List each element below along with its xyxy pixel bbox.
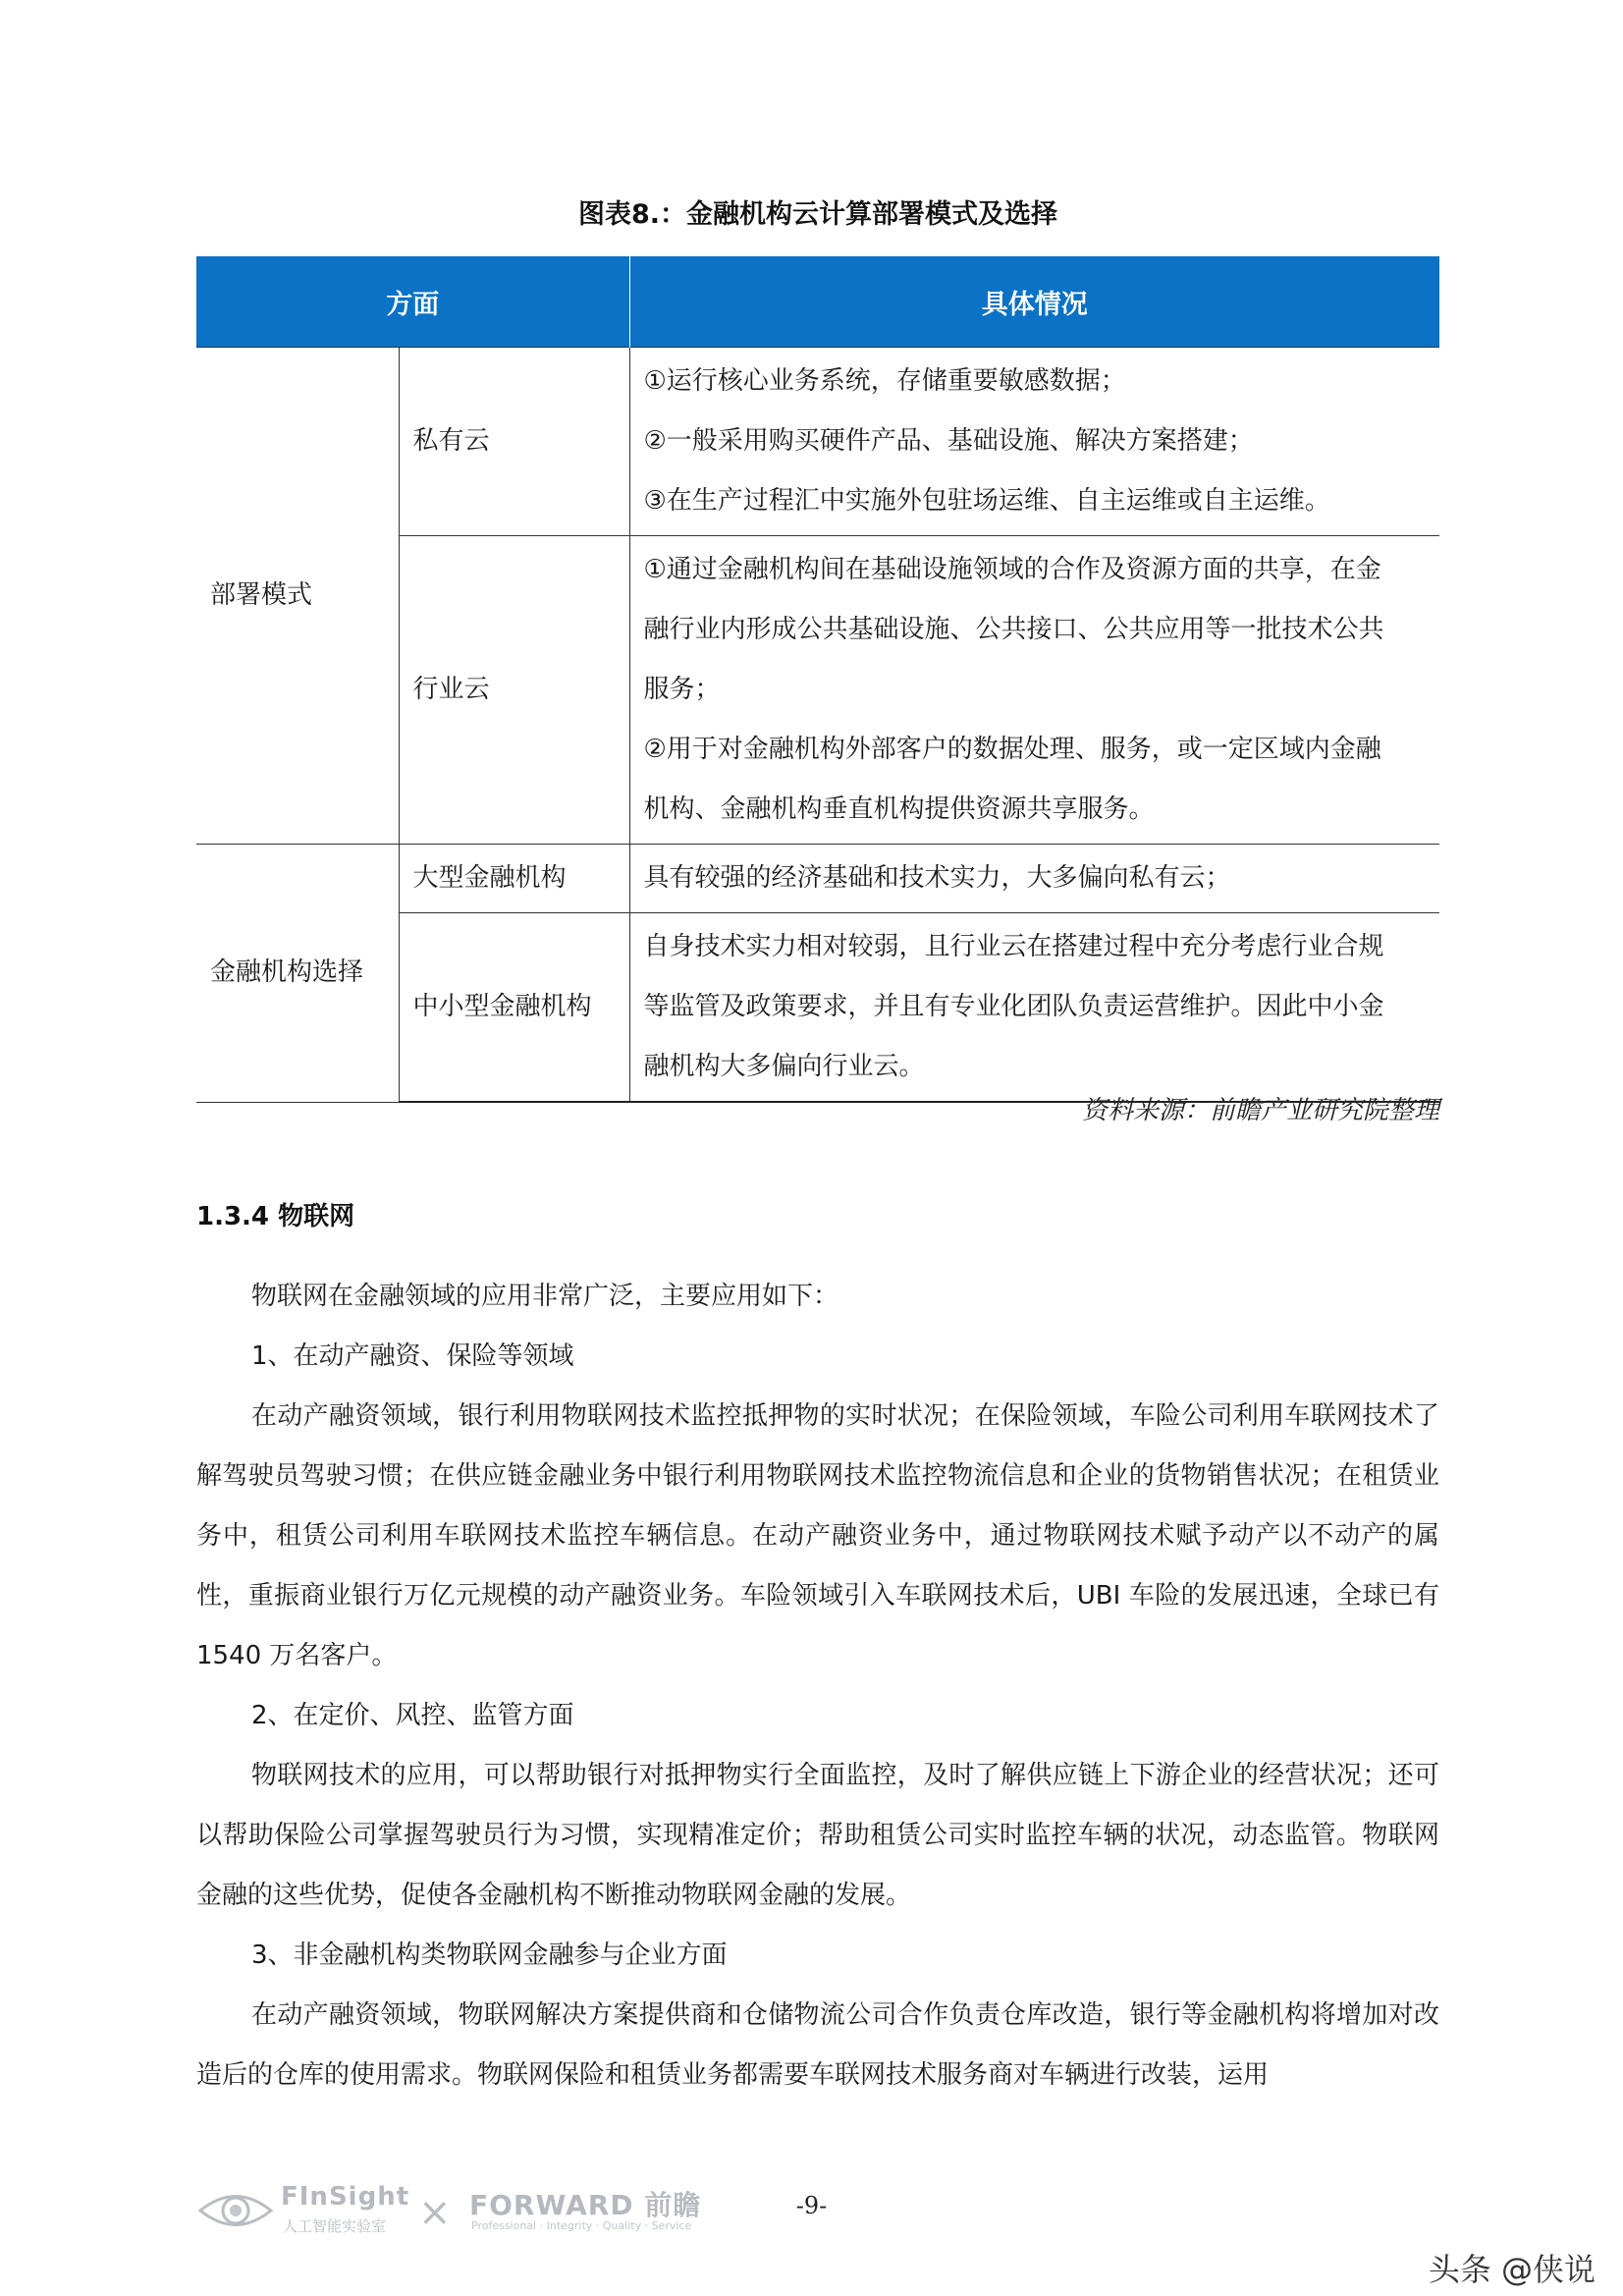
paragraph: 物联网技术的应用，可以帮助银行对抵押物实行全面监控，及时了解供应链上下游企业的经营状况；还可以帮助保险公司掌握驾驶员行为习惯，实现精准定价；帮助租赁公司实时监控车辆的状况，动态监管。物联网金融的这些优势，促使各金融机构不断推动物联网金融的发展。	[196, 1761, 1439, 1910]
detail-line: ③在生产过程汇中实施外包驻场运维、自主运维或自主运维。	[643, 486, 1330, 516]
group-deploy-mode: 部署模式	[196, 348, 399, 845]
paragraph: 1、在动产融资、保险等领域	[251, 1341, 574, 1371]
paragraph: 在动产融资领域，物联网解决方案提供商和仓储物流公司合作负责仓库改造，银行等金融机构将增加对改造后的仓库的使用需求。物联网保险和租赁业务都需要车联网技术服务商对车辆进行改装，运用	[196, 2000, 1439, 2090]
paragraph: 2、在定价、风控、监管方面	[251, 1701, 574, 1730]
table-row	[196, 348, 1439, 536]
section-body	[196, 1267, 1439, 2105]
page-number: -9-	[795, 2192, 828, 2219]
forward-name: FORWARD 前瞻	[469, 2189, 702, 2221]
header-details: 具体情况	[629, 256, 1439, 348]
group-institution-choice: 金融机构选择	[196, 845, 399, 1103]
detail-line: 自身技术实力相对较弱，且行业云在搭建过程中充分考虑行业合规	[643, 932, 1384, 961]
section-heading: 1.3.4 物联网	[196, 1202, 355, 1231]
cross-icon: ×	[418, 2190, 452, 2235]
row-details-small-institution	[629, 913, 1439, 1103]
row-label-small-institution: 中小型金融机构	[399, 913, 629, 1103]
row-details-industry-cloud	[629, 536, 1439, 845]
row-label-private-cloud: 私有云	[399, 348, 629, 536]
paragraph: 3、非金融机构类物联网金融参与企业方面	[251, 1941, 728, 1970]
figure-source: 资料来源：前瞻产业研究院整理	[1081, 1096, 1439, 1125]
cloud-deployment-table	[196, 256, 1439, 1103]
table-header-row	[196, 256, 1439, 348]
detail-line: ①通过金融机构间在基础设施领域的合作及资源方面的共享，在金	[643, 555, 1381, 584]
finsight-name: FInSight	[281, 2182, 410, 2212]
detail-line: ①运行核心业务系统，存储重要敏感数据；	[643, 366, 1126, 396]
forward-subtitle: Professional · Integrity · Quality · Service	[471, 2219, 692, 2232]
detail-line: 融机构大多偏向行业云。	[643, 1052, 925, 1081]
row-label-industry-cloud: 行业云	[399, 536, 629, 845]
row-details-private-cloud	[629, 348, 1439, 536]
paragraph: 在动产融资领域，银行利用物联网技术监控抵押物的实时状况；在保险领域，车险公司利用车联网技术了解驾驶员驾驶习惯；在供应链金融业务中银行利用物联网技术监控物流信息和企业的货物销售状况；在租赁业务中，租赁公司利用车联网技术监控车辆信息。在动产融资业务中，通过物联网技术赋予动产以不动产的属性，重振商业银行万亿元规模的动产融资业务。车险领域引入车联网技术后，UBI 车险的发展迅速，全球已有 1540 万名客户。	[196, 1401, 1439, 1670]
table-row	[196, 845, 1439, 913]
watermark: 头条 @侠说	[1428, 2251, 1596, 2288]
finsight-subtitle: 人工智能实验室	[283, 2217, 387, 2235]
detail-line: ②一般采用购买硬件产品、基础设施、解决方案搭建；	[643, 426, 1254, 456]
row-label-large-institution: 大型金融机构	[399, 845, 629, 913]
figure-title: 图表8.：金融机构云计算部署模式及选择	[577, 199, 1058, 230]
paragraph: 物联网在金融领域的应用非常广泛，主要应用如下：	[251, 1282, 839, 1311]
detail-line: 具有较强的经济基础和技术实力，大多偏向私有云；	[643, 863, 1231, 893]
detail-line: 融行业内形成公共基础设施、公共接口、公共应用等一批技术公共	[643, 615, 1384, 644]
row-details-large-institution	[629, 845, 1439, 913]
detail-line: 等监管及政策要求，并且有专业化团队负责运营维护。因此中小金	[643, 992, 1384, 1021]
header-aspect: 方面	[196, 256, 629, 348]
detail-line: 机构、金融机构垂直机构提供资源共享服务。	[643, 794, 1155, 824]
detail-line: ②用于对金融机构外部客户的数据处理、服务，或一定区域内金融	[643, 735, 1381, 764]
detail-line: 服务；	[643, 675, 721, 704]
